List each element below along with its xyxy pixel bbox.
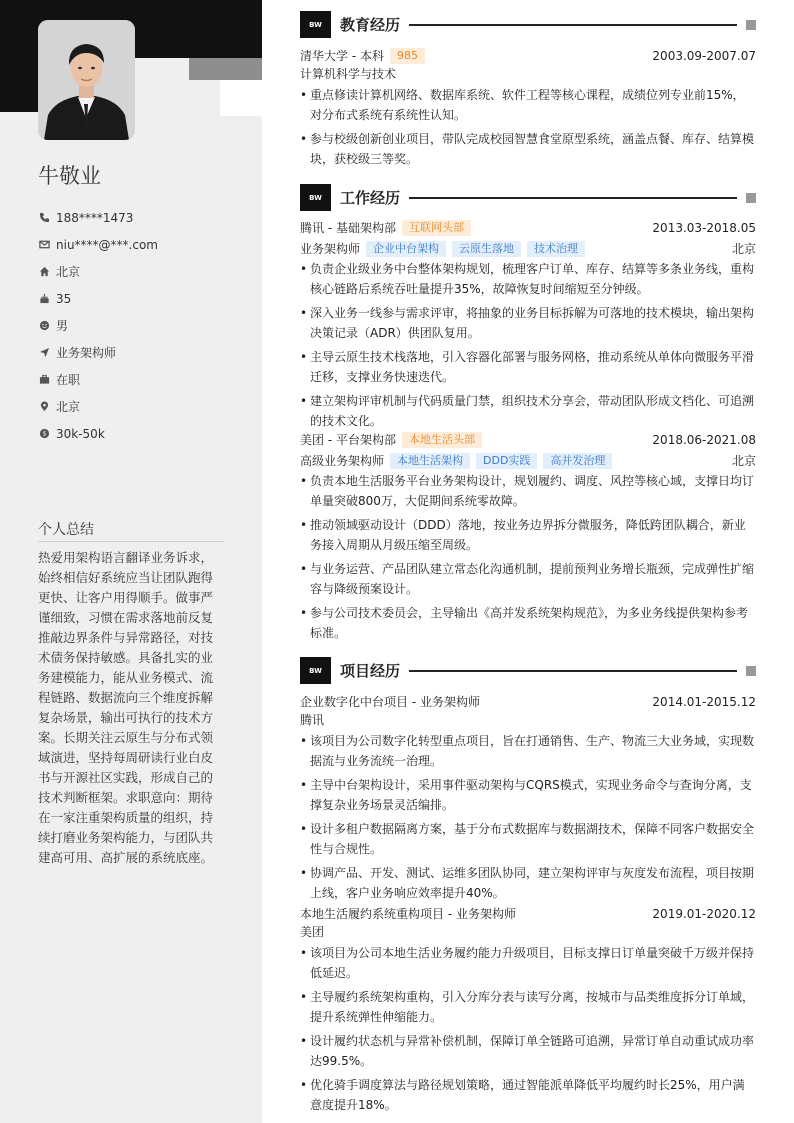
send-icon	[38, 347, 50, 359]
list-item: • 参与公司技术委员会，主导输出《高并发系统架构规范》，为多业务线提供架构参考标准。	[300, 603, 756, 643]
education-tag: 985	[390, 48, 425, 64]
skill-tag: 高并发治理	[543, 453, 612, 469]
job-city: 北京	[731, 242, 756, 256]
info-target-city	[38, 393, 248, 420]
section-logo: BW	[300, 657, 331, 684]
info-phone	[38, 204, 248, 231]
list-item: • 协调产品、开发、测试、运维多团队协同，建立架构评审与灰度发布流程，项目按期上线，客户业务响应效率提升40%。	[300, 863, 756, 903]
section-rule	[409, 670, 737, 672]
summary-title: 个人总结	[38, 519, 224, 542]
work-section-header	[300, 184, 756, 211]
info-city-text: 北京	[56, 265, 81, 279]
projects-section-header	[300, 657, 756, 684]
section-square-marker	[746, 193, 756, 203]
education-section-header	[300, 11, 756, 38]
job-city: 北京	[731, 454, 756, 468]
project-bullets	[300, 943, 756, 1115]
job-bullets	[300, 471, 756, 643]
list-item: • 该项目为公司本地生活业务履约能力升级项目，目标支撑日订单量突破千万级并保持低延迟。	[300, 943, 756, 983]
list-item: • 重点修读计算机网络、数据库系统、软件工程等核心课程，成绩位列专业前15%，对分布式系统有系统性认知。	[300, 85, 756, 125]
list-item: • 与业务运营、产品团队建立常态化沟通机制，提前预判业务增长瓶颈，完成弹性扩缩容与降级预案设计。	[300, 559, 756, 599]
sidebar-accent-gap	[220, 80, 262, 116]
money-icon	[38, 428, 50, 440]
project-date: 2019.01-2020.12	[652, 906, 756, 921]
project-name: 企业数字化中台项目 - 业务架构师	[300, 695, 480, 709]
list-item: • 主导履约系统架构重构，引入分库分表与读写分离，按城市与品类维度拆分订单域，提升系统弹性伸缩能力。	[300, 987, 756, 1027]
skill-tag: DDD实践	[476, 453, 537, 469]
skill-tag: 云原生落地	[452, 241, 521, 257]
sidebar	[0, 0, 262, 1123]
info-salary-text: 30k-50k	[56, 426, 105, 441]
list-item: • 负责企业级业务中台整体架构规划，梳理客户订单、库存、结算等多条业务线，重构核心链路后系统吞吐量提升35%，故障恢复时间缩短至分钟级。	[300, 259, 756, 299]
list-item: • 该项目为公司数字化转型重点项目，旨在打通销售、生产、物流三大业务域，实现数据流与业务流统一治理。	[300, 731, 756, 771]
job-tag: 本地生活头部	[402, 432, 482, 448]
info-age	[38, 285, 248, 312]
info-city	[38, 258, 248, 285]
info-position-text: 业务架构师	[56, 346, 117, 360]
section-square-marker	[746, 20, 756, 30]
info-age-text: 35	[56, 291, 72, 306]
skill-tag: 本地生活架构	[390, 453, 470, 469]
sidebar-accent-bar	[189, 58, 262, 80]
list-item: • 优化骑手调度算法与路径规划策略，通过智能派单降低平均履约时长25%，用户满意度提升18%。	[300, 1075, 756, 1115]
location-pin-icon	[38, 401, 50, 413]
info-target-city-text: 北京	[56, 400, 81, 414]
info-status-text: 在职	[56, 373, 81, 387]
svg-text:$: $	[41, 429, 47, 438]
info-email-text: niu****@***.com	[56, 237, 158, 252]
work-section-title: 工作经历	[340, 189, 401, 207]
job-date: 2018.06-2021.08	[652, 432, 756, 447]
project-org: 美团	[300, 925, 325, 939]
education-section-title: 教育经历	[340, 16, 401, 34]
section-square-marker	[746, 666, 756, 676]
list-item: • 建立架构评审机制与代码质量门禁，组织技术分享会，带动团队形成文档化、可追溯的技术文化。	[300, 391, 756, 431]
list-item: • 深入业务一线参与需求评审，将抽象的业务目标拆解为可落地的技术模块，输出架构决策记录（ADR）供团队复用。	[300, 303, 756, 343]
sidebar-header-block-left	[0, 58, 38, 112]
info-salary	[38, 420, 248, 447]
mail-icon	[38, 239, 50, 251]
section-logo: BW	[300, 11, 331, 38]
briefcase-icon	[38, 374, 50, 386]
section-logo: BW	[300, 184, 331, 211]
avatar	[38, 20, 135, 140]
job-role: 高级业务架构师	[300, 454, 385, 468]
project-date: 2014.01-2015.12	[652, 694, 756, 709]
education-bullets	[300, 85, 756, 169]
project-org: 腾讯	[300, 713, 325, 727]
gender-icon	[38, 320, 50, 332]
education-school: 清华大学 - 本科	[300, 49, 384, 63]
project-entry	[300, 903, 756, 1119]
skill-tag: 技术治理	[527, 241, 585, 257]
list-item: • 主导中台架构设计，采用事件驱动架构与CQRS模式，实现业务命令与查询分离，支撑复杂业务场景灵活编排。	[300, 775, 756, 815]
info-status	[38, 366, 248, 393]
work-entry	[300, 429, 756, 647]
contact-info-list	[38, 204, 248, 447]
info-gender-text: 男	[56, 319, 69, 333]
education-entry	[300, 45, 756, 173]
summary-text: 热爱用架构语言翻译业务诉求，始终相信好系统应当让团队跑得更快、让客户用得顺手。做事严谨细致，习惯在需求落地前反复推敲边界条件与异常路径，对技术债务保持敏感。具备扎实的业务建模能力，能从业务模式、流程链路、数据流向三个维度拆解复杂场景，输出可执行的技术方案。长期关注云原生与分布式领域演进，坚持每周研读行业白皮书与开源社区实践，形成自己的技术判断框架。求职意向：期待在一家注重架构质量的组织，持续打磨业务架构能力，与团队共建高可用、高扩展的系统底座。	[38, 550, 214, 865]
home-icon	[38, 266, 50, 278]
job-tag: 互联网头部	[402, 220, 471, 236]
job-date: 2013.03-2018.05	[652, 220, 756, 235]
section-rule	[409, 24, 737, 26]
job-role: 业务架构师	[300, 242, 361, 256]
list-item: • 负责本地生活服务平台业务架构设计，规划履约、调度、风控等核心域，支撑日均订单量突破800万，大促期间系统零故障。	[300, 471, 756, 511]
skill-tag: 企业中台架构	[366, 241, 446, 257]
job-company: 美团 - 平台架构部	[300, 433, 396, 447]
project-name: 本地生活履约系统重构项目 - 业务架构师	[300, 907, 516, 921]
info-phone-text: 188****1473	[56, 210, 134, 225]
work-entry	[300, 217, 756, 435]
education-major: 计算机科学与技术	[300, 67, 397, 81]
project-bullets	[300, 731, 756, 903]
cake-icon	[38, 293, 50, 305]
project-entry	[300, 691, 756, 907]
portrait-image	[38, 20, 135, 140]
section-rule	[409, 197, 737, 199]
list-item: • 推动领域驱动设计（DDD）落地，按业务边界拆分微服务，降低跨团队耦合，新业务接入周期从月级压缩至周级。	[300, 515, 756, 555]
projects-section-title: 项目经历	[340, 662, 401, 680]
list-item: • 设计履约状态机与异常补偿机制，保障订单全链路可追溯，异常订单自动重试成功率达99.5%。	[300, 1031, 756, 1071]
info-position	[38, 339, 248, 366]
job-bullets	[300, 259, 756, 431]
list-item: • 主导云原生技术栈落地，引入容器化部署与服务网格，推动系统从单体向微服务平滑迁移，支撑业务快速迭代。	[300, 347, 756, 387]
info-gender	[38, 312, 248, 339]
phone-icon	[38, 212, 50, 224]
job-company: 腾讯 - 基础架构部	[300, 221, 396, 235]
education-date: 2003.09-2007.07	[652, 48, 756, 63]
info-email	[38, 231, 248, 258]
list-item: • 设计多租户数据隔离方案，基于分布式数据库与数据湖技术，保障不同客户数据安全性与合规性。	[300, 819, 756, 859]
person-name: 牛敬业	[38, 164, 101, 188]
list-item: • 参与校级创新创业项目，带队完成校园智慧食堂原型系统，涵盖点餐、库存、结算模块，获校级三等奖。	[300, 129, 756, 169]
